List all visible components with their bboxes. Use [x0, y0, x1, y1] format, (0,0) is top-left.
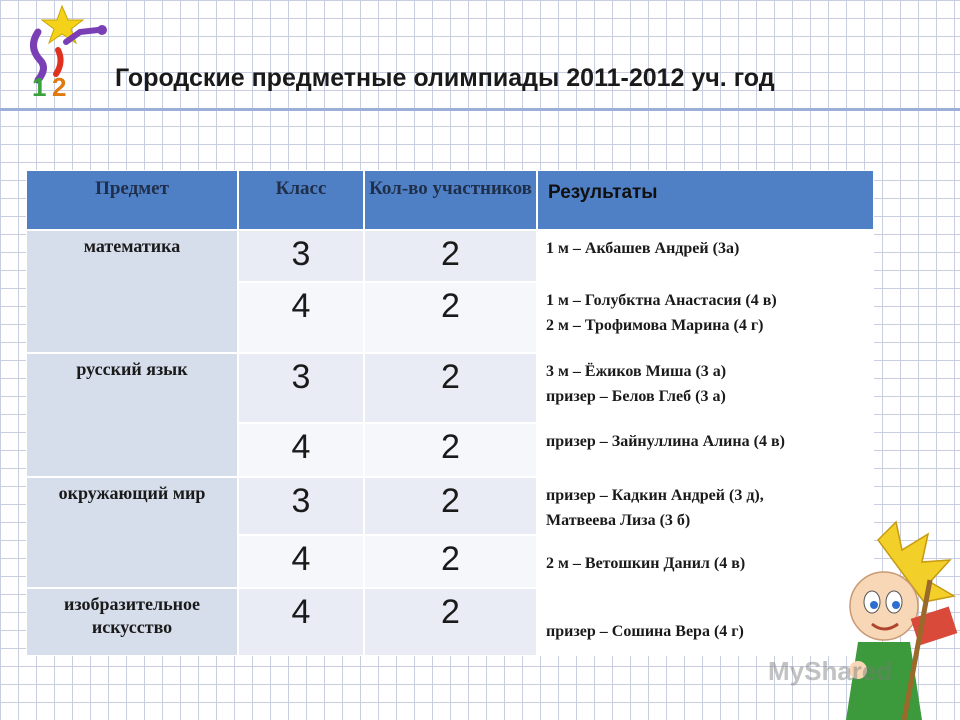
result-line: 1 м – Акбашев Андрей (3а): [546, 240, 740, 257]
subject-cell: окружающий мир: [26, 477, 238, 588]
table-row: [26, 477, 874, 535]
count-cell: 2: [364, 353, 537, 423]
abc-logo-icon: [18, 2, 110, 98]
grade-cell: 3: [238, 230, 364, 282]
grade-cell: 4: [238, 282, 364, 353]
results-cell: [537, 353, 874, 423]
svg-text:2: 2: [52, 72, 67, 98]
count-cell: 2: [364, 282, 537, 353]
result-line: 2 м – Ветошкин Данил (4 в): [546, 554, 746, 572]
result-line: призер – Зайнуллина Алина (4 в): [546, 433, 785, 450]
grade-cell: 3: [238, 353, 364, 423]
grade-cell: 4: [238, 588, 364, 656]
header-results: Результаты: [537, 170, 874, 230]
count-cell: 2: [364, 423, 537, 477]
count-cell: 2: [364, 588, 537, 656]
grade-cell: 4: [238, 423, 364, 477]
header-subject: Предмет: [26, 170, 238, 230]
table-header-row: [26, 170, 874, 230]
results-cell: [537, 230, 874, 282]
subject-cell: изобразительное искусство: [26, 588, 238, 656]
slide-title: Городские предметные олимпиады 2011-2012 уч. год: [115, 64, 775, 92]
result-line: Матвеева Лиза (3 б): [546, 511, 691, 529]
result-line: 3 м – Ёжиков Миша (3 а): [546, 363, 727, 380]
watermark-text: MyShared: [768, 656, 893, 686]
count-cell: 2: [364, 230, 537, 282]
header-count: Кол-во участников: [364, 170, 537, 230]
result-line: 1 м – Голубктна Анастасия (4 в): [546, 292, 777, 309]
result-line: 2 м – Трофимова Марина (4 г): [546, 316, 764, 334]
svg-text:1: 1: [32, 72, 47, 98]
table-row: [26, 353, 874, 423]
results-cell: [537, 282, 874, 353]
table-row: [26, 230, 874, 282]
result-line: призер – Кадкин Андрей (3 д),: [546, 487, 764, 504]
result-line: призер – Сошина Вера (4 г): [546, 622, 744, 640]
header-divider: [0, 108, 960, 111]
count-cell: 2: [364, 477, 537, 535]
cartoon-mascot-icon: [818, 520, 960, 720]
result-line: призер – Белов Глеб (3 а): [546, 387, 726, 405]
count-cell: 2: [364, 535, 537, 588]
table-row: [26, 588, 874, 656]
subject-cell: математика: [26, 230, 238, 353]
grade-cell: 3: [238, 477, 364, 535]
subject-cell: русский язык: [26, 353, 238, 477]
grade-cell: 4: [238, 535, 364, 588]
header-grade: Класс: [238, 170, 364, 230]
results-cell: [537, 423, 874, 477]
olympiad-table: [26, 170, 874, 656]
